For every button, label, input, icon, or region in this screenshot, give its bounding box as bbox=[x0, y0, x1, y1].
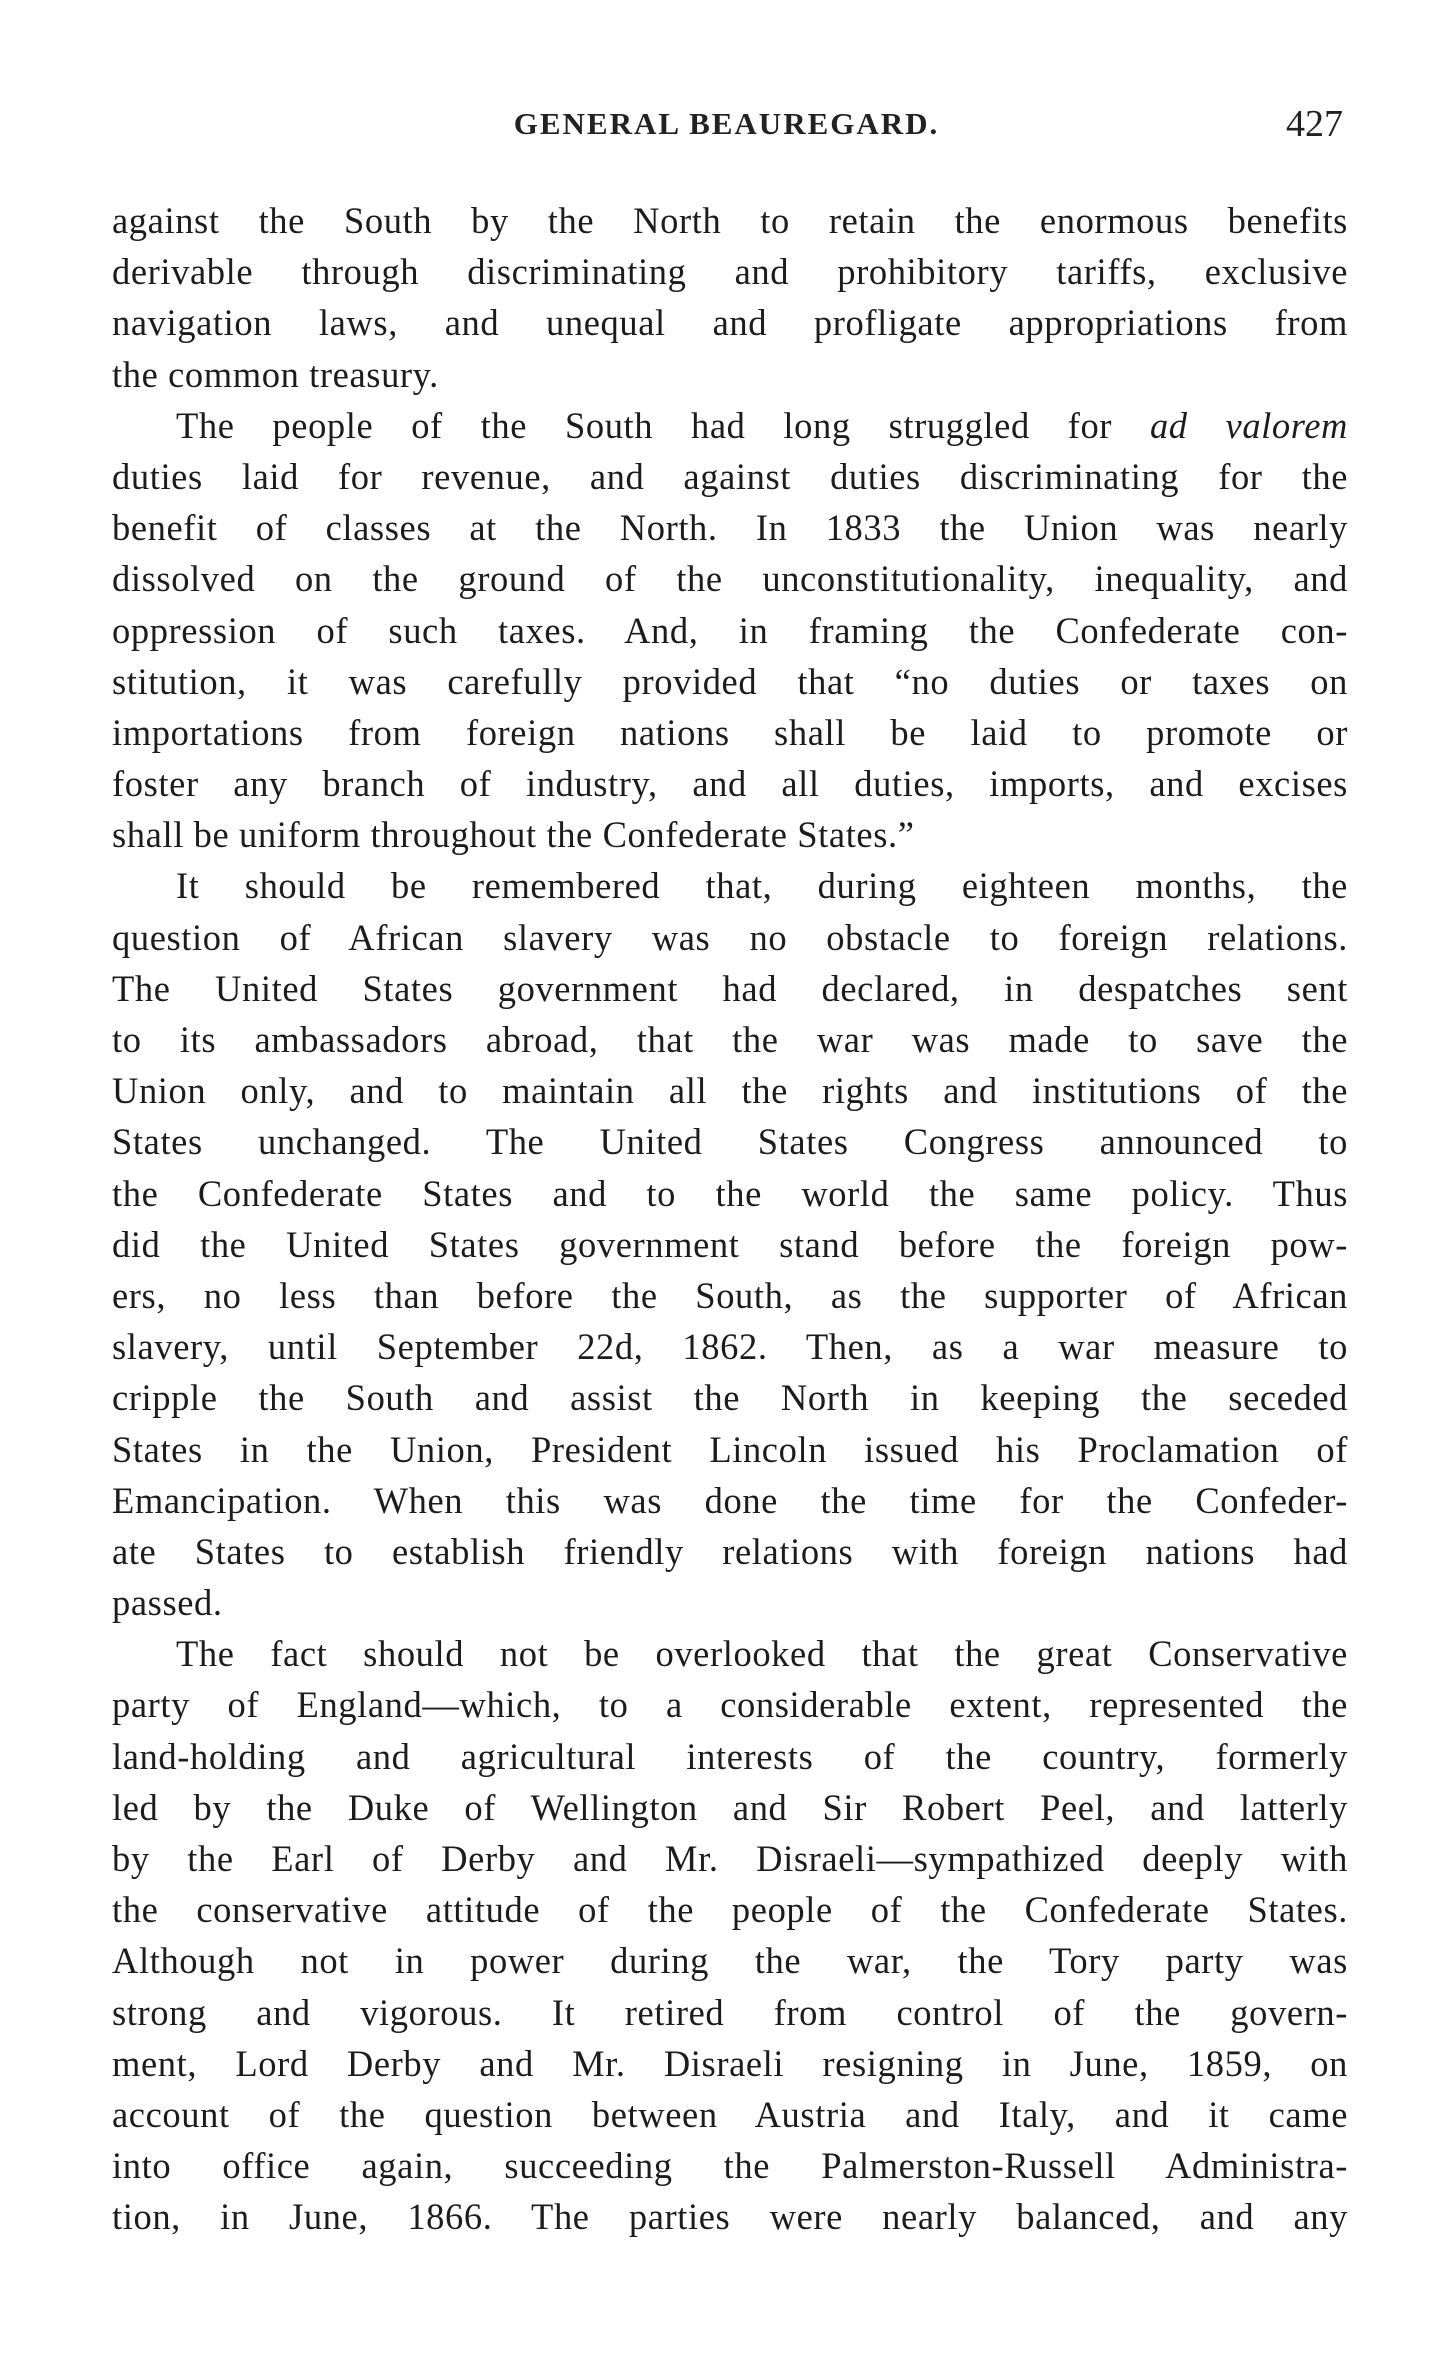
text-line: to its ambassadors abroad, that the war was made to save the bbox=[112, 1019, 1348, 1060]
text-line: Although not in power during the war, the Tory party was bbox=[112, 1940, 1348, 1982]
text-line: The fact should not be overlooked that the great Conservative bbox=[176, 1633, 1348, 1675]
text-line: Union only, and to maintain all the rights and institutions of the bbox=[112, 1070, 1348, 1112]
text-line: foster any branch of industry, and all duties, imports, and excises bbox=[112, 763, 1348, 805]
text-line: States in the Union, President Lincoln issued his Proclamation of bbox=[112, 1428, 1348, 1470]
text-line: question of African slavery was no obstacle to foreign relations. bbox=[112, 916, 1348, 958]
text-line: navigation laws, and unequal and profligate appropriations from bbox=[112, 302, 1348, 344]
text-line: by the Earl of Derby and Mr. Disraeli—sympathized deeply with bbox=[112, 1838, 1348, 1879]
text-line: passed. bbox=[112, 1582, 223, 1624]
text-line: Emancipation. When this was done the time for the Confeder- bbox=[112, 1479, 1348, 1521]
text-line: benefit of classes at the North. In 1833 the Union was nearly bbox=[112, 507, 1348, 549]
text-line: against the South by the North to retain the enormous benefits bbox=[112, 200, 1348, 241]
text-line: party of England—which, to a considerable extent, represented the bbox=[112, 1684, 1348, 1726]
text-line: ment, Lord Derby and Mr. Disraeli resigning in June, 1859, on bbox=[112, 2042, 1348, 2084]
running-title: GENERAL BEAUREGARD. bbox=[513, 106, 940, 141]
text-line: duties laid for revenue, and against duties discriminating for the bbox=[112, 455, 1348, 497]
text-line: dissolved on the ground of the unconstitutionality, inequality, and bbox=[112, 558, 1348, 600]
text-line: the Confederate States and to the world the same policy. Thus bbox=[112, 1172, 1348, 1214]
text-line: States unchanged. The United States Congress announced to bbox=[112, 1121, 1348, 1163]
text-line: strong and vigorous. It retired from control of the govern- bbox=[112, 1991, 1348, 2033]
text-line: tion, in June, 1866. The parties were nearly balanced, and any bbox=[112, 2196, 1348, 2238]
italic-phrase: ad valorem bbox=[1149, 404, 1348, 446]
page-number: 427 bbox=[1286, 103, 1343, 145]
text-line: It should be remembered that, during eighteen months, the bbox=[176, 865, 1348, 907]
running-head bbox=[0, 103, 1453, 166]
text-line: the conservative attitude of the people of the Confederate States. bbox=[112, 1889, 1348, 1931]
text-line: land-holding and agricultural interests of the country, formerly bbox=[112, 1735, 1348, 1777]
text-line: derivable through discriminating and prohibitory tariffs, exclusive bbox=[112, 251, 1348, 293]
text-line: account of the question between Austria and Italy, and it came bbox=[112, 2093, 1348, 2135]
text-line: The United States government had declared, in despatches sent bbox=[112, 967, 1348, 1009]
text-line: The people of the South had long struggled for ad valorem bbox=[176, 404, 1348, 446]
text-line: the common treasury. bbox=[112, 353, 439, 395]
text-line: cripple the South and assist the North in keeping the seceded bbox=[112, 1377, 1348, 1419]
body-text bbox=[112, 195, 1348, 2243]
text-line: stitution, it was carefully provided that “no duties or taxes on bbox=[112, 660, 1348, 702]
text-line: shall be uniform throughout the Confederate States.” bbox=[112, 814, 915, 856]
text-line: into office again, succeeding the Palmerston-Russell Administra- bbox=[112, 2145, 1348, 2187]
text-line: slavery, until September 22d, 1862. Then, as a war measure to bbox=[112, 1326, 1348, 1368]
text-line: did the United States government stand before the foreign pow- bbox=[112, 1223, 1348, 1265]
text-line: ate States to establish friendly relations with foreign nations had bbox=[112, 1530, 1348, 1572]
text-line: led by the Duke of Wellington and Sir Robert Peel, and latterly bbox=[112, 1786, 1348, 1828]
text-line: oppression of such taxes. And, in framing the Confederate con- bbox=[112, 609, 1348, 651]
text-line: ers, no less than before the South, as the supporter of African bbox=[112, 1274, 1348, 1316]
text-line: importations from foreign nations shall be laid to promote or bbox=[112, 711, 1348, 753]
